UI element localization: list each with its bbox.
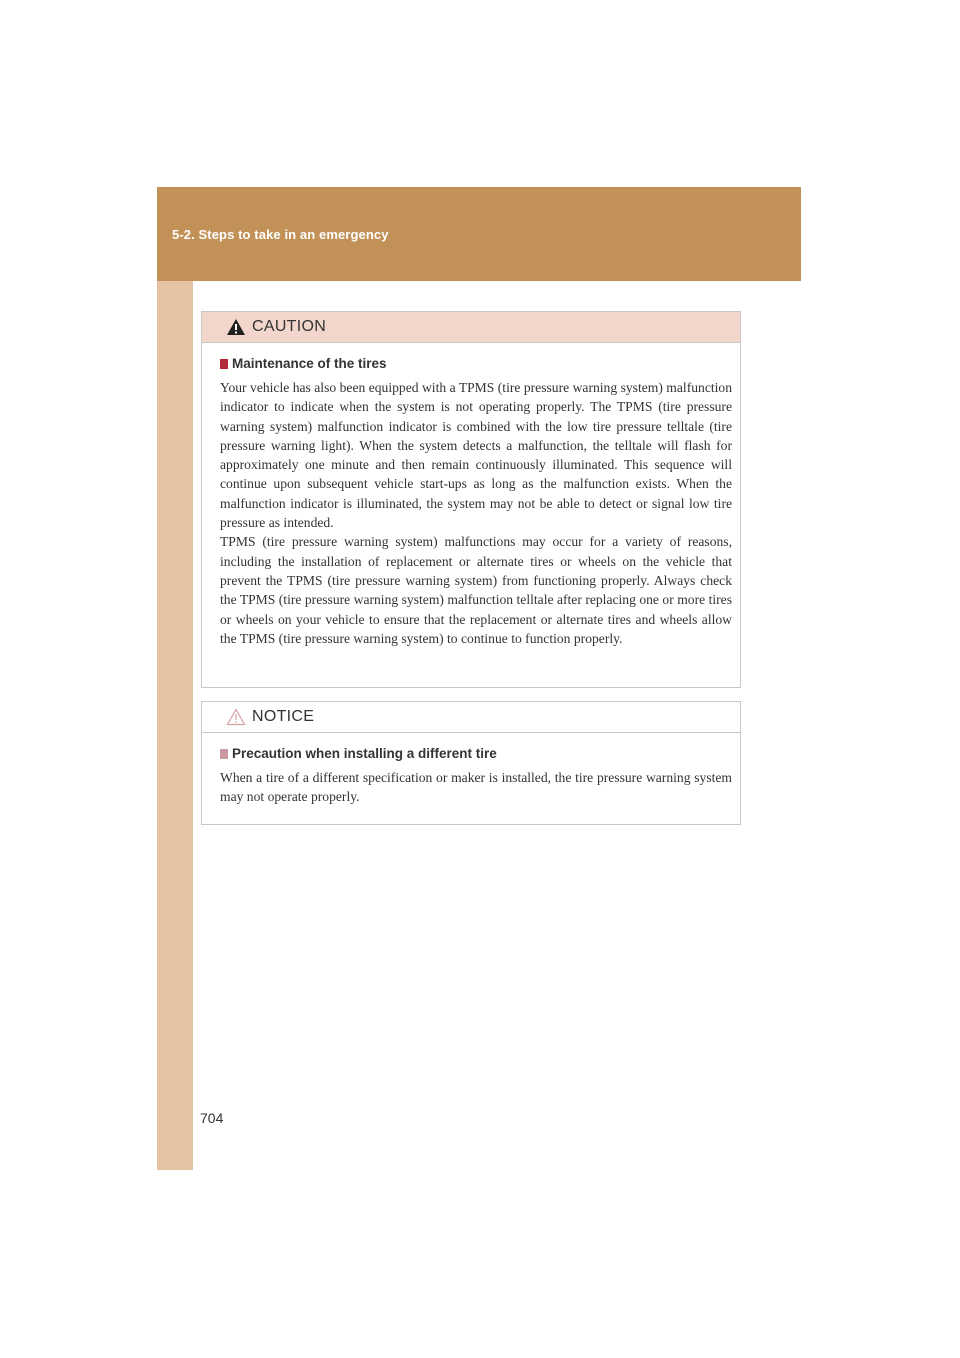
square-bullet-icon: [220, 359, 228, 369]
section-title: 5-2. Steps to take in an emergency: [172, 227, 389, 242]
notice-paragraph-1: When a tire of a different specification or maker is installed, the tire pressure warning system may not operate properly.: [220, 770, 732, 805]
notice-subheading-text: Precaution when installing a different tire: [232, 746, 497, 761]
caution-paragraph-2: TPMS (tire pressure warning system) malfunctions may occur for a variety of reasons, including the installation of replacement or alternate tires or wheels on the vehicle that prevent the TPMS (tire pressure warning system) from functioning properly. Always check the TPMS (tire pressure warning system) malfunction telltale after replacing one or more tires or wheels on your vehicle to ensure that the replacement or alternate tires and wheels allow the TPMS (tire pressure warning system) to continue to function properly.: [220, 534, 732, 646]
caution-subheading: [220, 356, 740, 371]
square-bullet-icon: [220, 749, 228, 759]
caution-subheading-text: Maintenance of the tires: [232, 356, 387, 371]
sidebar-strip: [157, 187, 193, 1170]
notice-header: [202, 702, 740, 733]
caution-label: CAUTION: [252, 318, 327, 335]
page-number: 704: [200, 1110, 224, 1126]
caution-header: [202, 312, 740, 343]
notice-box: [201, 701, 741, 825]
warning-outline-icon: [226, 708, 246, 726]
caution-box: [201, 311, 741, 688]
notice-subheading: [220, 746, 740, 761]
caution-paragraph-1: Your vehicle has also been equipped with a TPMS (tire pressure warning system) malfunction indicator to indicate when the system is not operating properly. The TPMS (tire pressure warning system) malfunction indicator is combined with the low tire pressure telltale (tire pressure warning light). When the system detects a malfunction, the telltale will flash for approximately one minute and then remain continuously illuminated. This sequence will continue upon subsequent vehicle start-ups as long as the malfunction exists. When the malfunction indicator is illuminated, the system may not be able to detect or signal low tire pressure as intended.: [220, 380, 732, 531]
notice-label: NOTICE: [252, 708, 315, 725]
warning-triangle-icon: [226, 318, 246, 336]
